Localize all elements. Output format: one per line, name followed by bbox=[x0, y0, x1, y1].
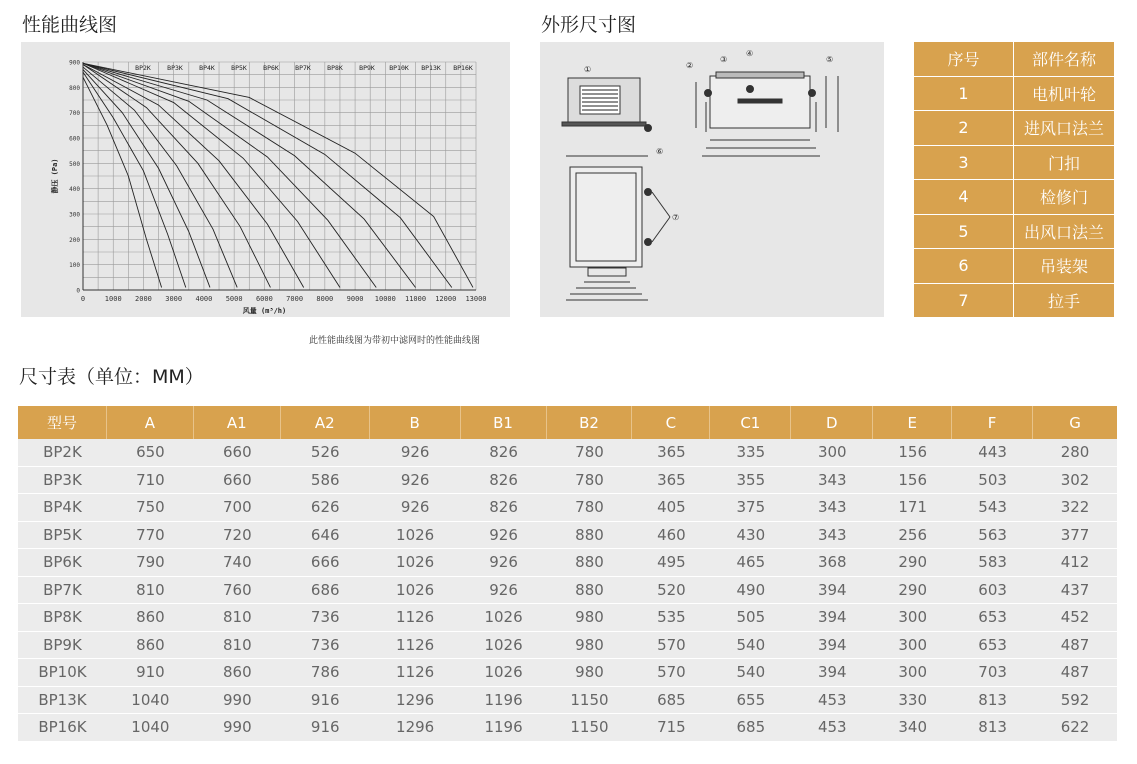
callout-6: ⑥ bbox=[656, 147, 664, 156]
series-label: BP16K bbox=[453, 64, 473, 72]
dimension-cell: 405 bbox=[657, 498, 686, 517]
dimension-cell: 452 bbox=[1060, 608, 1090, 627]
dimension-cell: 715 bbox=[657, 718, 686, 737]
dimension-cell: 740 bbox=[222, 553, 252, 572]
series-line-bp8k bbox=[83, 63, 340, 287]
dimension-cell: 810 bbox=[222, 635, 252, 654]
dimension-cell: 750 bbox=[136, 498, 165, 517]
dimension-cell: 540 bbox=[736, 663, 766, 682]
series-label: BP7K bbox=[295, 64, 311, 72]
dimension-table-header bbox=[18, 406, 1117, 439]
dimension-cell: 340 bbox=[898, 718, 927, 737]
series-label: BP8K bbox=[327, 64, 343, 72]
model-cell: BP3K bbox=[43, 470, 82, 489]
dimension-cell: 700 bbox=[222, 498, 252, 517]
y-tick-label: 0 bbox=[76, 287, 80, 295]
dimension-header-cell: F bbox=[952, 406, 1033, 439]
dimension-cell: 1196 bbox=[484, 690, 523, 709]
dimension-cell: 355 bbox=[736, 470, 766, 489]
dimension-cell: 290 bbox=[898, 580, 927, 599]
parts-cell-name: 检修门 bbox=[1014, 180, 1114, 215]
x-tick-label: 0 bbox=[80, 295, 86, 303]
y-tick-label: 800 bbox=[69, 84, 80, 92]
dimension-cell: 980 bbox=[575, 635, 604, 654]
dimension-cell: 460 bbox=[657, 525, 686, 544]
model-cell: BP16K bbox=[38, 718, 87, 737]
dimension-cell: 736 bbox=[310, 608, 340, 627]
series-line-bp16k bbox=[83, 63, 473, 287]
dimension-cell: 280 bbox=[1060, 443, 1090, 462]
dimension-cell: 443 bbox=[978, 443, 1007, 462]
dimension-cell: 570 bbox=[657, 635, 686, 654]
dimension-header-cell: A1 bbox=[194, 406, 281, 439]
dimension-cell: 660 bbox=[222, 443, 252, 462]
model-cell: BP13K bbox=[38, 690, 87, 709]
dimension-cell: 302 bbox=[1060, 470, 1090, 489]
dimension-cell: 1026 bbox=[396, 580, 435, 599]
dimension-cell: 570 bbox=[657, 663, 686, 682]
dimension-cell: 1150 bbox=[570, 718, 609, 737]
x-axis-label: 风量 (m³/h) bbox=[242, 307, 287, 315]
dimension-cell: 430 bbox=[736, 525, 766, 544]
dimension-cell: 465 bbox=[736, 553, 766, 572]
callout-3: ③ bbox=[720, 55, 728, 64]
series-line-bp3k bbox=[83, 72, 186, 287]
dimension-cell: 394 bbox=[817, 635, 847, 654]
dimension-cell: 666 bbox=[310, 553, 340, 572]
dimension-cell: 1196 bbox=[484, 718, 523, 737]
dimension-cell: 650 bbox=[136, 443, 165, 462]
dimension-cell: 810 bbox=[136, 580, 165, 599]
table-row bbox=[18, 714, 1117, 742]
performance-title: 性能曲线图 bbox=[22, 14, 118, 36]
parts-cell-name: 门扣 bbox=[1014, 146, 1114, 181]
dimension-cell: 330 bbox=[898, 690, 927, 709]
dimension-cell: 926 bbox=[400, 498, 430, 517]
dimension-header-cell: 型号 bbox=[18, 406, 107, 439]
dimension-cell: 503 bbox=[978, 470, 1007, 489]
dimension-cell: 1026 bbox=[396, 525, 435, 544]
dimension-header-cell: A2 bbox=[281, 406, 370, 439]
parts-table-row bbox=[914, 180, 1114, 215]
dimension-cell: 685 bbox=[657, 690, 686, 709]
y-tick-label: 600 bbox=[69, 135, 80, 143]
dimension-cell: 377 bbox=[1060, 525, 1090, 544]
dimension-cell: 860 bbox=[136, 608, 165, 627]
x-tick-label: 12000 bbox=[435, 295, 457, 303]
performance-chart bbox=[21, 42, 510, 317]
bottom-view bbox=[566, 156, 670, 300]
dimension-cell: 685 bbox=[736, 718, 766, 737]
series-label: BP9K bbox=[359, 64, 375, 72]
dimension-cell: 365 bbox=[657, 443, 686, 462]
dimension-cell: 343 bbox=[817, 525, 847, 544]
dimension-cell: 720 bbox=[222, 525, 252, 544]
dimension-cell: 256 bbox=[898, 525, 927, 544]
dimension-cell: 703 bbox=[978, 663, 1007, 682]
dimension-cell: 926 bbox=[489, 525, 518, 544]
table-row bbox=[18, 467, 1117, 495]
dimension-cell: 760 bbox=[222, 580, 252, 599]
outline-drawing-panel bbox=[540, 42, 884, 317]
dimension-cell: 490 bbox=[736, 580, 766, 599]
parts-table-row bbox=[914, 215, 1114, 250]
dimension-cell: 926 bbox=[400, 470, 430, 489]
parts-table-row bbox=[914, 146, 1114, 181]
dimension-cell: 786 bbox=[310, 663, 340, 682]
parts-table-row bbox=[914, 284, 1114, 319]
table-row bbox=[18, 604, 1117, 632]
parts-table-header bbox=[914, 42, 1114, 77]
model-cell: BP9K bbox=[43, 635, 82, 654]
dimension-cell: 860 bbox=[222, 663, 252, 682]
side-view bbox=[696, 72, 838, 156]
x-tick-label: 9000 bbox=[346, 295, 364, 303]
dimension-cell: 1296 bbox=[396, 718, 435, 737]
dimension-cell: 990 bbox=[222, 718, 252, 737]
parts-cell-name: 出风口法兰 bbox=[1014, 215, 1114, 250]
dimension-cell: 910 bbox=[136, 663, 165, 682]
dimension-header-cell: C1 bbox=[710, 406, 791, 439]
series-label: BP4K bbox=[199, 64, 215, 72]
dimension-cell: 412 bbox=[1060, 553, 1090, 572]
dimension-cell: 375 bbox=[736, 498, 766, 517]
y-tick-label: 500 bbox=[69, 160, 80, 168]
dimension-header-cell: B1 bbox=[461, 406, 547, 439]
dimension-cell: 780 bbox=[575, 498, 604, 517]
dimension-cell: 505 bbox=[736, 608, 766, 627]
parts-table-row bbox=[914, 77, 1114, 112]
table-row bbox=[18, 549, 1117, 577]
dimension-cell: 437 bbox=[1060, 580, 1090, 599]
dimension-cell: 1026 bbox=[484, 663, 523, 682]
dimension-cell: 1126 bbox=[396, 608, 435, 627]
dimension-cell: 520 bbox=[657, 580, 686, 599]
y-tick-label: 700 bbox=[69, 110, 80, 118]
parts-header-no: 序号 bbox=[914, 42, 1014, 77]
dimension-cell: 1150 bbox=[570, 690, 609, 709]
dimension-cell: 592 bbox=[1060, 690, 1090, 709]
dimension-cell: 880 bbox=[575, 553, 604, 572]
dimension-header-cell: B2 bbox=[547, 406, 633, 439]
model-cell: BP10K bbox=[38, 663, 87, 682]
dimension-cell: 583 bbox=[978, 553, 1007, 572]
dimension-cell: 335 bbox=[736, 443, 766, 462]
dimension-cell: 543 bbox=[978, 498, 1007, 517]
x-tick-label: 11000 bbox=[404, 295, 427, 303]
dimension-cell: 487 bbox=[1060, 635, 1090, 654]
series-label: BP13K bbox=[421, 64, 441, 72]
dimension-cell: 990 bbox=[222, 690, 252, 709]
dimension-cell: 826 bbox=[489, 470, 518, 489]
dimension-cell: 1026 bbox=[484, 608, 523, 627]
x-tick-label: 3000 bbox=[165, 295, 183, 303]
performance-chart-panel bbox=[21, 42, 510, 317]
x-tick-label: 2000 bbox=[135, 295, 152, 303]
dimension-cell: 1026 bbox=[396, 553, 435, 572]
parts-cell-no: 7 bbox=[914, 284, 1014, 319]
x-tick-label: 10000 bbox=[374, 295, 396, 303]
dimension-cell: 653 bbox=[978, 635, 1007, 654]
parts-cell-name: 电机叶轮 bbox=[1014, 77, 1114, 112]
series-label: BP3K bbox=[167, 64, 183, 72]
parts-cell-no: 1 bbox=[914, 77, 1014, 112]
dimension-cell: 526 bbox=[310, 443, 340, 462]
dimension-cell: 156 bbox=[898, 443, 927, 462]
front-view bbox=[562, 78, 652, 132]
x-tick-label: 1000 bbox=[104, 295, 122, 303]
dimension-cell: 646 bbox=[310, 525, 340, 544]
dimension-cell: 626 bbox=[310, 498, 340, 517]
dimension-cell: 300 bbox=[898, 608, 927, 627]
parts-table-row bbox=[914, 249, 1114, 284]
dimension-cell: 586 bbox=[310, 470, 340, 489]
callout-5: ⑤ bbox=[826, 55, 834, 64]
dimension-cell: 487 bbox=[1060, 663, 1090, 682]
dimension-cell: 1296 bbox=[396, 690, 435, 709]
dimension-cell: 790 bbox=[136, 553, 165, 572]
y-axis-label: 静压 (Pa) bbox=[51, 158, 59, 194]
x-tick-label: 7000 bbox=[286, 295, 304, 303]
callout-7: ⑦ bbox=[672, 213, 680, 222]
dimension-cell: 1026 bbox=[484, 635, 523, 654]
model-cell: BP7K bbox=[43, 580, 82, 599]
dimension-cell: 394 bbox=[817, 663, 847, 682]
dimension-cell: 860 bbox=[136, 635, 165, 654]
parts-cell-no: 3 bbox=[914, 146, 1014, 181]
dimension-cell: 368 bbox=[817, 553, 847, 572]
dimension-cell: 926 bbox=[489, 553, 518, 572]
dimension-cell: 535 bbox=[657, 608, 686, 627]
dimension-header-cell: D bbox=[791, 406, 873, 439]
dimension-cell: 660 bbox=[222, 470, 252, 489]
outline-title: 外形尺寸图 bbox=[541, 14, 637, 36]
parts-cell-no: 4 bbox=[914, 180, 1014, 215]
dimension-cell: 300 bbox=[898, 635, 927, 654]
dimension-cell: 394 bbox=[817, 608, 847, 627]
dimension-cell: 880 bbox=[575, 580, 604, 599]
dimension-cell: 1040 bbox=[131, 718, 170, 737]
dimension-cell: 980 bbox=[575, 663, 604, 682]
series-line-bp13k bbox=[83, 63, 452, 287]
parts-cell-no: 5 bbox=[914, 215, 1014, 250]
dimension-cell: 813 bbox=[978, 690, 1007, 709]
dimension-cell: 826 bbox=[489, 498, 518, 517]
table-row bbox=[18, 577, 1117, 605]
dimension-cell: 916 bbox=[310, 718, 340, 737]
outline-drawing bbox=[540, 42, 884, 317]
dimension-cell: 300 bbox=[817, 443, 847, 462]
dimension-cell: 563 bbox=[978, 525, 1007, 544]
dimension-cell: 453 bbox=[817, 718, 847, 737]
model-cell: BP4K bbox=[43, 498, 82, 517]
model-cell: BP8K bbox=[43, 608, 82, 627]
table-row bbox=[18, 632, 1117, 660]
dimension-cell: 495 bbox=[657, 553, 686, 572]
dimension-cell: 156 bbox=[898, 470, 927, 489]
y-tick-label: 400 bbox=[69, 186, 80, 194]
series-label: BP10K bbox=[389, 64, 409, 72]
table-row bbox=[18, 522, 1117, 550]
dimension-cell: 926 bbox=[400, 443, 430, 462]
dimension-cell: 603 bbox=[978, 580, 1007, 599]
dimension-cell: 343 bbox=[817, 498, 847, 517]
parts-cell-name: 进风口法兰 bbox=[1014, 111, 1114, 146]
dimension-cell: 653 bbox=[978, 608, 1007, 627]
dimension-cell: 916 bbox=[310, 690, 340, 709]
callout-1: ① bbox=[584, 65, 592, 74]
parts-cell-no: 6 bbox=[914, 249, 1014, 284]
dimension-cell: 770 bbox=[136, 525, 165, 544]
parts-cell-no: 2 bbox=[914, 111, 1014, 146]
dimension-cell: 365 bbox=[657, 470, 686, 489]
dimension-cell: 980 bbox=[575, 608, 604, 627]
dimension-cell: 710 bbox=[136, 470, 165, 489]
dimension-header-cell: A bbox=[107, 406, 194, 439]
model-cell: BP2K bbox=[43, 443, 82, 462]
callout-2: ② bbox=[686, 61, 694, 70]
dimension-cell: 810 bbox=[222, 608, 252, 627]
table-row bbox=[18, 439, 1117, 467]
y-tick-label: 200 bbox=[69, 236, 80, 244]
series-label: BP2K bbox=[135, 64, 151, 72]
y-tick-label: 100 bbox=[69, 262, 80, 270]
dimension-header-cell: G bbox=[1069, 413, 1081, 432]
x-tick-label: 13000 bbox=[465, 295, 487, 303]
dimension-header-cell: E bbox=[873, 406, 952, 439]
parts-cell-name: 拉手 bbox=[1014, 284, 1114, 319]
dimension-table-title: 尺寸表（单位：MM） bbox=[19, 366, 204, 388]
dimension-header-cell: B bbox=[370, 406, 461, 439]
parts-cell-name: 吊装架 bbox=[1014, 249, 1114, 284]
dimension-cell: 655 bbox=[736, 690, 766, 709]
y-tick-label: 900 bbox=[69, 59, 80, 67]
dimension-cell: 343 bbox=[817, 470, 847, 489]
dimension-cell: 780 bbox=[575, 470, 604, 489]
dimension-cell: 686 bbox=[310, 580, 340, 599]
dimension-cell: 736 bbox=[310, 635, 340, 654]
dimension-cell: 813 bbox=[978, 718, 1007, 737]
x-tick-label: 6000 bbox=[255, 295, 273, 303]
table-row bbox=[18, 494, 1117, 522]
dimension-cell: 1040 bbox=[131, 690, 170, 709]
dimension-cell: 322 bbox=[1060, 498, 1090, 517]
dimension-cell: 171 bbox=[898, 498, 927, 517]
dimension-cell: 926 bbox=[489, 580, 518, 599]
dimension-cell: 1126 bbox=[396, 635, 435, 654]
parts-table-row bbox=[914, 111, 1114, 146]
series-label: BP6K bbox=[263, 64, 279, 72]
dimension-cell: 880 bbox=[575, 525, 604, 544]
table-row bbox=[18, 659, 1117, 687]
parts-header-name: 部件名称 bbox=[1014, 42, 1114, 77]
dimension-header-cell: C bbox=[632, 406, 710, 439]
dimension-cell: 394 bbox=[817, 580, 847, 599]
x-tick-label: 4000 bbox=[195, 295, 213, 303]
dimension-cell: 540 bbox=[736, 635, 766, 654]
dimension-cell: 826 bbox=[489, 443, 518, 462]
dimension-cell: 453 bbox=[817, 690, 847, 709]
dimension-cell: 1126 bbox=[396, 663, 435, 682]
dimension-table bbox=[18, 406, 1117, 742]
dimension-cell: 622 bbox=[1060, 718, 1090, 737]
dimension-cell: 290 bbox=[898, 553, 927, 572]
callout-4: ④ bbox=[746, 49, 754, 58]
dimension-cell: 780 bbox=[575, 443, 604, 462]
x-tick-label: 5000 bbox=[225, 295, 243, 303]
series-line-bp2k bbox=[83, 77, 162, 287]
performance-caption: 此性能曲线图为带初中滤网时的性能曲线图 bbox=[309, 336, 481, 346]
series-label: BP5K bbox=[231, 64, 247, 72]
parts-table bbox=[914, 42, 1114, 318]
x-tick-label: 8000 bbox=[316, 295, 334, 303]
model-cell: BP5K bbox=[43, 525, 82, 544]
dimension-cell: 300 bbox=[898, 663, 927, 682]
table-row bbox=[18, 687, 1117, 715]
y-tick-label: 300 bbox=[69, 211, 80, 219]
model-cell: BP6K bbox=[43, 553, 82, 572]
